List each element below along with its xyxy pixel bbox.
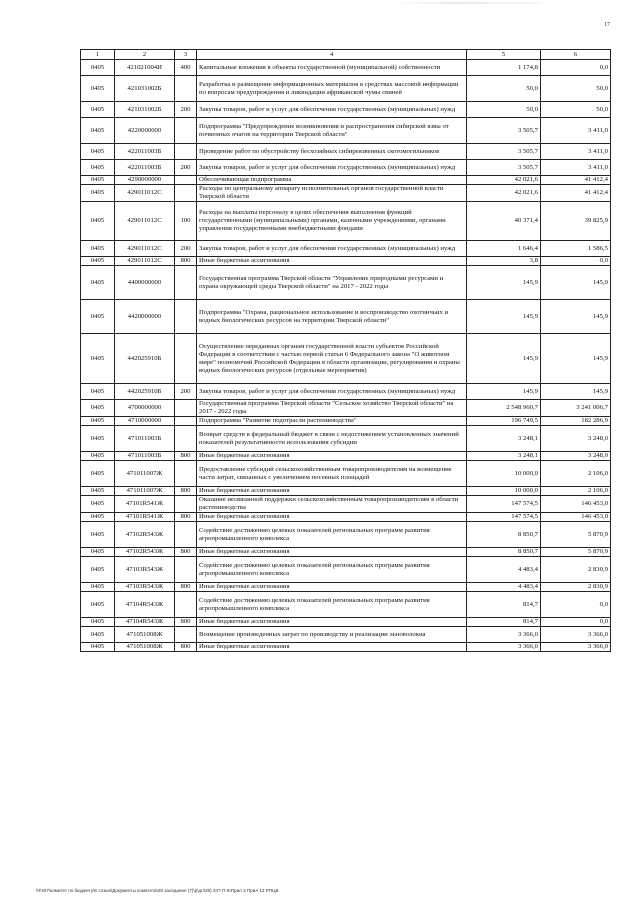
cell-type xyxy=(175,400,197,417)
cell-v1: 4 483,4 xyxy=(467,557,541,583)
cell-name: Закупка товаров, работ и услуг для обеспечения государственных (муниципальных) нужд xyxy=(197,160,467,176)
cell-sec: 0405 xyxy=(81,461,115,487)
cell-name: Возврат средств в федеральный бюджет в связи с недостижением установленных значений показателей результативности использования субсидии xyxy=(197,426,467,452)
cell-v2: 145,9 xyxy=(541,334,611,384)
cell-sec: 0405 xyxy=(81,583,115,592)
cell-name: Подпрограмма "Развитие подотрасли растениеводства" xyxy=(197,417,467,426)
cell-sec: 0405 xyxy=(81,548,115,557)
table-row xyxy=(81,334,611,384)
cell-name: Иные бюджетные ассигнования xyxy=(197,487,467,496)
cell-sec: 0405 xyxy=(81,76,115,102)
cell-sec: 0405 xyxy=(81,300,115,334)
cell-art: 4290000000 xyxy=(115,176,175,185)
cell-type: 400 xyxy=(175,60,197,76)
cell-art: 471051008Ж xyxy=(115,627,175,643)
cell-v2: 145,9 xyxy=(541,300,611,334)
cell-v2: 2 830,9 xyxy=(541,583,611,592)
cell-type: 800 xyxy=(175,452,197,461)
cell-sec: 0405 xyxy=(81,60,115,76)
cell-v1: 147 574,5 xyxy=(467,496,541,513)
cell-name: Подпрограмма "Охрана, рациональное использование и воспроизводство охотничьих и водных биологических ресурсов на территории Тверской области" xyxy=(197,300,467,334)
cell-type xyxy=(175,496,197,513)
cell-name: Возмещение произведенных затрат по производству и реализации льноволокна xyxy=(197,627,467,643)
table-row xyxy=(81,513,611,522)
cell-art: 442025910Б xyxy=(115,384,175,400)
cell-art: 429011012С xyxy=(115,257,175,266)
cell-name: Проведение работ по обустройству бесхозяйных сибиреязвенных скотомогильников xyxy=(197,144,467,160)
cell-art: 47103R543Ж xyxy=(115,583,175,592)
table-row xyxy=(81,522,611,548)
table-row xyxy=(81,592,611,618)
cell-type: 200 xyxy=(175,241,197,257)
cell-name: Расходы по центральному аппарату исполнительных органов государственной власти Тверской области xyxy=(197,185,467,202)
cell-v1: 40 371,4 xyxy=(467,202,541,241)
cell-v1: 814,7 xyxy=(467,618,541,627)
cell-type xyxy=(175,144,197,160)
cell-v2: 3 411,0 xyxy=(541,118,611,144)
cell-art: 4220000000 xyxy=(115,118,175,144)
cell-v1: 1 646,4 xyxy=(467,241,541,257)
cell-sec: 0405 xyxy=(81,202,115,241)
cell-type xyxy=(175,118,197,144)
table-row xyxy=(81,384,611,400)
table-row xyxy=(81,461,611,487)
cell-v1: 2 548 960,7 xyxy=(467,400,541,417)
cell-type xyxy=(175,522,197,548)
cell-v2: 0,0 xyxy=(541,60,611,76)
cell-art: 47101R541Ж xyxy=(115,496,175,513)
cell-sec: 0405 xyxy=(81,160,115,176)
cell-v2: 5 870,9 xyxy=(541,522,611,548)
cell-v2: 2 106,0 xyxy=(541,487,611,496)
cell-v2: 3 411,0 xyxy=(541,160,611,176)
table-row xyxy=(81,618,611,627)
cell-art: 442025910Б xyxy=(115,334,175,384)
table-row xyxy=(81,144,611,160)
cell-name: Содействие достижению целевых показателей региональных программ развития агропромышленного комплекса xyxy=(197,522,467,548)
table-row xyxy=(81,426,611,452)
cell-v1: 147 574,5 xyxy=(467,513,541,522)
header-cell: 5 xyxy=(467,50,541,60)
cell-art: 47102R543Ж xyxy=(115,548,175,557)
cell-v1: 10 000,0 xyxy=(467,461,541,487)
cell-sec: 0405 xyxy=(81,487,115,496)
cell-v2: 1 586,5 xyxy=(541,241,611,257)
cell-name: Содействие достижению целевых показателей региональных программ развития агропромышленного комплекса xyxy=(197,592,467,618)
cell-type: 800 xyxy=(175,643,197,652)
table-row xyxy=(81,557,611,583)
cell-name: Подпрограмма "Предупреждение возникновения и распространения сибирской язвы от почвенных очагов на территории Тверской области" xyxy=(197,118,467,144)
cell-art: 421031002Б xyxy=(115,76,175,102)
cell-type xyxy=(175,185,197,202)
cell-v1: 145,9 xyxy=(467,300,541,334)
cell-v2: 0,0 xyxy=(541,257,611,266)
table-row xyxy=(81,185,611,202)
cell-name: Государственная программа Тверской области "Управление природными ресурсами и охрана окружающей среды Тверской области" на 2017 - 2022 годы xyxy=(197,266,467,300)
cell-v2: 145,9 xyxy=(541,384,611,400)
cell-art: 47103R543Ж xyxy=(115,557,175,583)
cell-v2: 0,0 xyxy=(541,618,611,627)
cell-name: Осуществление переданных органам государственной власти субъектов Российской Федерации в соответствии с частью первой статьи 6 Федерального закона "О животном мире" полномочий Российской Федерации в области организации, регулирования и охраны водных биологических ресурсов (отдельные мероприятия) xyxy=(197,334,467,384)
cell-v1: 8 850,7 xyxy=(467,522,541,548)
cell-sec: 0405 xyxy=(81,384,115,400)
cell-type: 800 xyxy=(175,618,197,627)
footer-file-path: \\Fs07\комитет по бюджету\6 созыв\Документы комитета\28 заседание (7)\р\дп\28) 347-П-6\Прил 3 Прил 12 РПЦВ xyxy=(36,888,279,893)
cell-art: 429011012С xyxy=(115,241,175,257)
cell-type xyxy=(175,76,197,102)
cell-v1: 8 850,7 xyxy=(467,548,541,557)
table-row xyxy=(81,487,611,496)
cell-sec: 0405 xyxy=(81,513,115,522)
cell-art: 4420000000 xyxy=(115,300,175,334)
cell-name: Обеспечивающая подпрограмма xyxy=(197,176,467,185)
table-row xyxy=(81,257,611,266)
cell-art: 471011003Б xyxy=(115,426,175,452)
cell-v1: 42 021,6 xyxy=(467,185,541,202)
cell-v1: 3,8 xyxy=(467,257,541,266)
cell-v2: 2 830,9 xyxy=(541,557,611,583)
cell-v1: 145,9 xyxy=(467,266,541,300)
cell-sec: 0405 xyxy=(81,176,115,185)
cell-name: Расходы на выплаты персоналу в целях обеспечения выполнения функций государственными (муниципальными) органами, казенными учреждениями, органами управления государственными внебюджетными фондами xyxy=(197,202,467,241)
cell-name: Оказание несвязанной поддержки сельскохозяйственным товаропроизводителям в области растениеводства xyxy=(197,496,467,513)
cell-v2: 182 286,9 xyxy=(541,417,611,426)
table-row xyxy=(81,548,611,557)
cell-v2: 3 411,0 xyxy=(541,144,611,160)
cell-v1: 3 505,7 xyxy=(467,160,541,176)
cell-art: 422011003Б xyxy=(115,144,175,160)
cell-sec: 0405 xyxy=(81,400,115,417)
cell-v1: 4 483,4 xyxy=(467,583,541,592)
cell-name: Иные бюджетные ассигнования xyxy=(197,643,467,652)
cell-art: 4700000000 xyxy=(115,400,175,417)
cell-type xyxy=(175,426,197,452)
cell-sec: 0405 xyxy=(81,257,115,266)
header-cell: 2 xyxy=(115,50,175,60)
cell-art: 4710000000 xyxy=(115,417,175,426)
cell-v1: 3 248,1 xyxy=(467,426,541,452)
cell-art: 471011007Ж xyxy=(115,461,175,487)
cell-name: Иные бюджетные ассигнования xyxy=(197,257,467,266)
cell-name: Содействие достижению целевых показателей региональных программ развития агропромышленного комплекса xyxy=(197,557,467,583)
cell-v1: 3 366,0 xyxy=(467,643,541,652)
table-row xyxy=(81,241,611,257)
cell-v1: 10 000,0 xyxy=(467,487,541,496)
cell-sec: 0405 xyxy=(81,643,115,652)
cell-name: Государственная программа Тверской области "Сельское хозяйство Тверской области" на 2017 - 2022 годы xyxy=(197,400,467,417)
cell-art: 471011003Б xyxy=(115,452,175,461)
cell-type: 800 xyxy=(175,583,197,592)
cell-v2: 2 106,0 xyxy=(541,461,611,487)
cell-type: 800 xyxy=(175,257,197,266)
cell-v2: 3 366,0 xyxy=(541,643,611,652)
table-header-row xyxy=(81,50,611,60)
cell-name: Иные бюджетные ассигнования xyxy=(197,452,467,461)
cell-art: 421031002Б xyxy=(115,102,175,118)
cell-sec: 0405 xyxy=(81,185,115,202)
cell-sec: 0405 xyxy=(81,496,115,513)
cell-v1: 3 366,0 xyxy=(467,627,541,643)
table-row xyxy=(81,496,611,513)
cell-name: Капитальные вложения в объекты государственной (муниципальной) собственности xyxy=(197,60,467,76)
page-number: 17 xyxy=(604,22,610,28)
cell-v1: 196 749,5 xyxy=(467,417,541,426)
cell-sec: 0405 xyxy=(81,627,115,643)
cell-sec: 0405 xyxy=(81,557,115,583)
cell-v2: 39 825,9 xyxy=(541,202,611,241)
cell-v1: 814,7 xyxy=(467,592,541,618)
cell-type xyxy=(175,592,197,618)
table-row xyxy=(81,60,611,76)
cell-sec: 0405 xyxy=(81,334,115,384)
cell-art: 4400000000 xyxy=(115,266,175,300)
cell-name: Иные бюджетные ассигнования xyxy=(197,548,467,557)
cell-v2: 5 870,9 xyxy=(541,548,611,557)
cell-v2: 3 248,0 xyxy=(541,426,611,452)
table-row xyxy=(81,76,611,102)
table-body xyxy=(81,60,611,652)
cell-name: Иные бюджетные ассигнования xyxy=(197,513,467,522)
table-row xyxy=(81,266,611,300)
cell-type: 200 xyxy=(175,160,197,176)
cell-v1: 3 505,7 xyxy=(467,144,541,160)
cell-v1: 3 505,7 xyxy=(467,118,541,144)
scan-artifact xyxy=(392,2,542,4)
header-cell: 1 xyxy=(81,50,115,60)
cell-sec: 0405 xyxy=(81,102,115,118)
cell-type: 100 xyxy=(175,202,197,241)
table-row xyxy=(81,583,611,592)
header-cell: 3 xyxy=(175,50,197,60)
table-row xyxy=(81,160,611,176)
cell-art: 429011012С xyxy=(115,185,175,202)
table-row xyxy=(81,643,611,652)
table-row xyxy=(81,400,611,417)
cell-v1: 50,0 xyxy=(467,102,541,118)
table-row xyxy=(81,118,611,144)
cell-art: 47101R541Ж xyxy=(115,513,175,522)
cell-art: 47102R543Ж xyxy=(115,522,175,548)
cell-art: 421021004И xyxy=(115,60,175,76)
cell-v2: 3 241 006,7 xyxy=(541,400,611,417)
cell-art: 429011012С xyxy=(115,202,175,241)
cell-type xyxy=(175,627,197,643)
table-row xyxy=(81,300,611,334)
table-row xyxy=(81,176,611,185)
cell-type xyxy=(175,176,197,185)
cell-v2: 50,0 xyxy=(541,102,611,118)
cell-name: Разработка и размещение информационных материалов в средствах массовой информации по вопросам предупреждения и ликвидации африканской чумы свиней xyxy=(197,76,467,102)
table-row xyxy=(81,102,611,118)
table-row xyxy=(81,452,611,461)
cell-sec: 0405 xyxy=(81,522,115,548)
cell-type: 800 xyxy=(175,487,197,496)
cell-v2: 146 453,0 xyxy=(541,496,611,513)
cell-art: 47104R543Ж xyxy=(115,618,175,627)
cell-type: 800 xyxy=(175,513,197,522)
cell-art: 471051008Ж xyxy=(115,643,175,652)
cell-v1: 42 021,6 xyxy=(467,176,541,185)
budget-table xyxy=(80,49,611,652)
cell-type xyxy=(175,557,197,583)
header-cell: 4 xyxy=(197,50,467,60)
cell-art: 47104R543Ж xyxy=(115,592,175,618)
cell-type xyxy=(175,266,197,300)
cell-v2: 50,0 xyxy=(541,76,611,102)
cell-art: 471011007Ж xyxy=(115,487,175,496)
cell-sec: 0405 xyxy=(81,426,115,452)
cell-sec: 0405 xyxy=(81,241,115,257)
cell-v1: 145,9 xyxy=(467,384,541,400)
cell-v1: 3 248,1 xyxy=(467,452,541,461)
cell-name: Предоставление субсидий сельскохозяйственным товаропроизводителям на возмещение части затрат, связанных с увеличением посевных площадей xyxy=(197,461,467,487)
header-cell: 6 xyxy=(541,50,611,60)
cell-sec: 0405 xyxy=(81,118,115,144)
cell-name: Иные бюджетные ассигнования xyxy=(197,583,467,592)
cell-sec: 0405 xyxy=(81,618,115,627)
cell-name: Закупка товаров, работ и услуг для обеспечения государственных (муниципальных) нужд xyxy=(197,384,467,400)
cell-type xyxy=(175,461,197,487)
cell-type: 200 xyxy=(175,384,197,400)
cell-v1: 1 174,8 xyxy=(467,60,541,76)
table-row xyxy=(81,202,611,241)
cell-sec: 0405 xyxy=(81,592,115,618)
cell-v2: 146 453,0 xyxy=(541,513,611,522)
cell-name: Иные бюджетные ассигнования xyxy=(197,618,467,627)
cell-type xyxy=(175,300,197,334)
cell-name: Закупка товаров, работ и услуг для обеспечения государственных (муниципальных) нужд xyxy=(197,241,467,257)
cell-type xyxy=(175,417,197,426)
cell-v2: 145,9 xyxy=(541,266,611,300)
cell-v2: 41 412,4 xyxy=(541,176,611,185)
cell-type: 800 xyxy=(175,548,197,557)
table-row xyxy=(81,417,611,426)
cell-type xyxy=(175,334,197,384)
cell-sec: 0405 xyxy=(81,452,115,461)
cell-v1: 50,0 xyxy=(467,76,541,102)
table-row xyxy=(81,627,611,643)
cell-v2: 41 412,4 xyxy=(541,185,611,202)
cell-v2: 3 366,0 xyxy=(541,627,611,643)
cell-sec: 0405 xyxy=(81,144,115,160)
cell-sec: 0405 xyxy=(81,266,115,300)
cell-v2: 0,0 xyxy=(541,592,611,618)
cell-name: Закупка товаров, работ и услуг для обеспечения государственных (муниципальных) нужд xyxy=(197,102,467,118)
cell-type: 200 xyxy=(175,102,197,118)
cell-v1: 145,9 xyxy=(467,334,541,384)
cell-v2: 3 248,0 xyxy=(541,452,611,461)
cell-art: 422011003Б xyxy=(115,160,175,176)
cell-sec: 0405 xyxy=(81,417,115,426)
